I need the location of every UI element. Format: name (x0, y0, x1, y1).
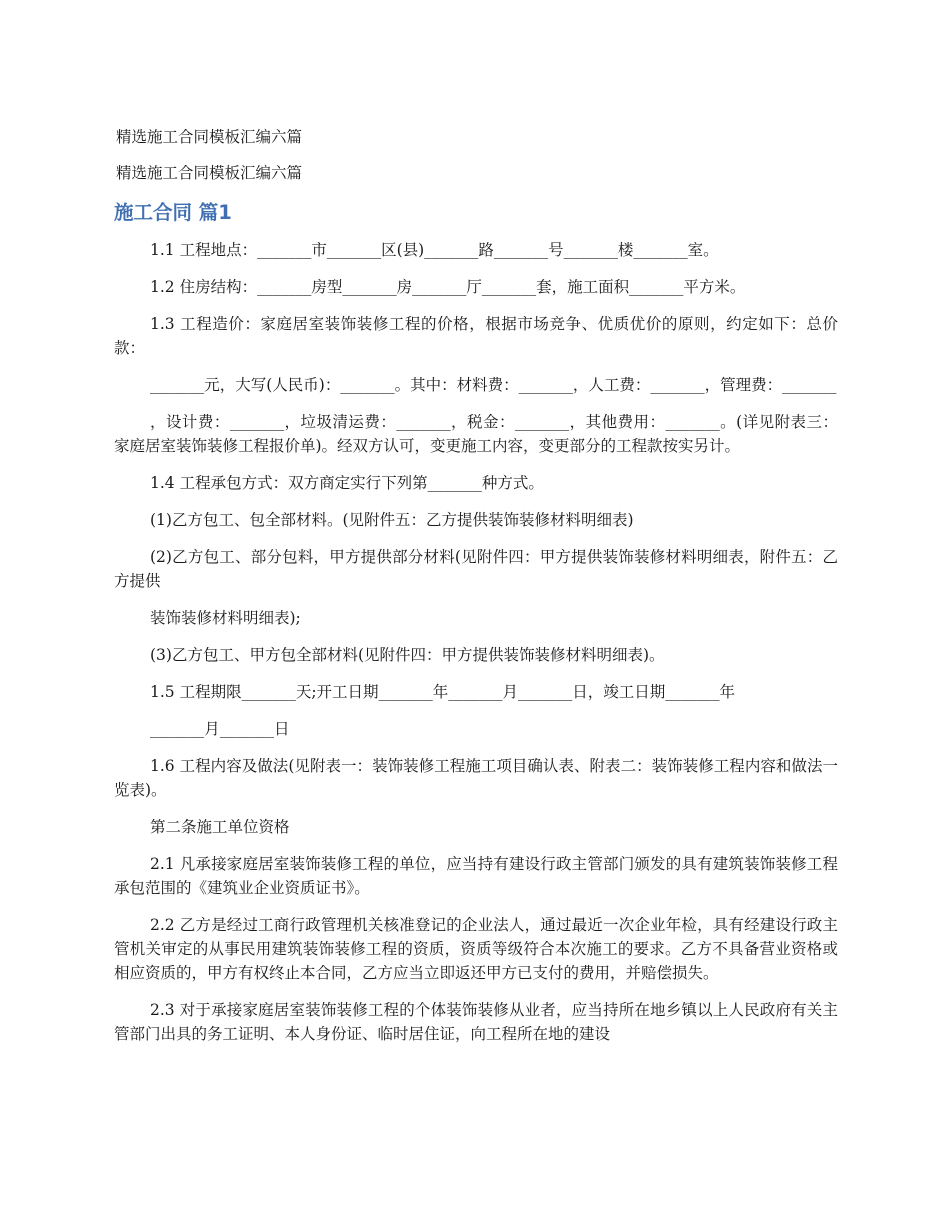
paragraph-option-3: (3)乙方包工、甲方包全部材料(见附件四：甲方提供装饰装修材料明细表)。 (150, 646, 665, 664)
paragraph-2-3: 2.3 对于承接家庭居室装饰装修工程的个体装饰装修从业者，应当持所在地乡镇以上人民政府有关主管部门出具的务工证明、本人身份证、临时居住证，向工程所在地的建设 (114, 1001, 838, 1043)
document-body (114, 238, 838, 1059)
section-heading: 施工合同 篇1 (114, 201, 232, 224)
paragraph-article-2-title: 第二条施工单位资格 (150, 818, 290, 836)
paragraph-1-4: 1.4 工程承包方式：双方商定实行下列第_______种方式。 (150, 474, 544, 492)
document-title-line-2: 精选施工合同模板汇编六篇 (116, 164, 303, 182)
paragraph-1-3: 1.3 工程造价：家庭居室装饰装修工程的价格，根据市场竞争、优质优价的原则，约定如下：总价款： (114, 315, 838, 357)
paragraph-option-2: (2)乙方包工、部分包料，甲方提供部分材料(见附件四：甲方提供装饰装修材料明细表，附件五：乙方提供 (114, 548, 838, 590)
paragraph-1-2: 1.2 住房结构：_______房型_______房_______厅_______套，施工面积_______平方米。 (150, 278, 746, 296)
paragraph-1-6: 1.6 工程内容及做法(见附表一：装饰装修工程施工项目确认表、附表二：装饰装修工程内容和做法一览表)。 (114, 757, 838, 799)
paragraph-option-2-cont: 装饰装修材料明细表); (150, 609, 301, 627)
paragraph-2-1: 2.1 凡承接家庭居室装饰装修工程的单位，应当持有建设行政主管部门颁发的具有建筑装饰装修工程承包范围的《建筑业企业资质证书》。 (114, 855, 838, 897)
paragraph-1-5-cont: _______月_______日 (150, 720, 290, 738)
paragraph-1-1: 1.1 工程地点：_______市_______区(县)_______路_______号_______楼_______室。 (150, 241, 719, 259)
paragraph-price-detail: _______元，大写(人民币)：_______。其中：材料费：_______，人工费：_______，管理费：_______ (150, 376, 837, 394)
paragraph-2-2: 2.2 乙方是经过工商行政管理机关核准登记的企业法人，通过最近一次企业年检，具有经建设行政主管机关审定的从事民用建筑装饰装修工程的资质，资质等级符合本次施工的要求。乙方不具备营业资格或相应资质的，甲方有权终止本合同，乙方应当立即返还甲方已支付的费用，并赔偿损失。 (114, 916, 838, 982)
paragraph-fee-detail: ，设计费：_______，垃圾清运费：_______，税金：_______，其他费用：_______。(详见附表三：家庭居室装饰装修工程报价单)。经双方认可，变更施工内容，变更部分的工程款按实另计。 (114, 413, 838, 455)
paragraph-1-5: 1.5 工程期限_______天;开工日期_______年_______月_______日，竣工日期_______年 (150, 683, 736, 701)
paragraph-option-1: (1)乙方包工、包全部材料。(见附件五：乙方提供装饰装修材料明细表) (150, 511, 634, 529)
document-title-line-1: 精选施工合同模板汇编六篇 (116, 128, 303, 146)
